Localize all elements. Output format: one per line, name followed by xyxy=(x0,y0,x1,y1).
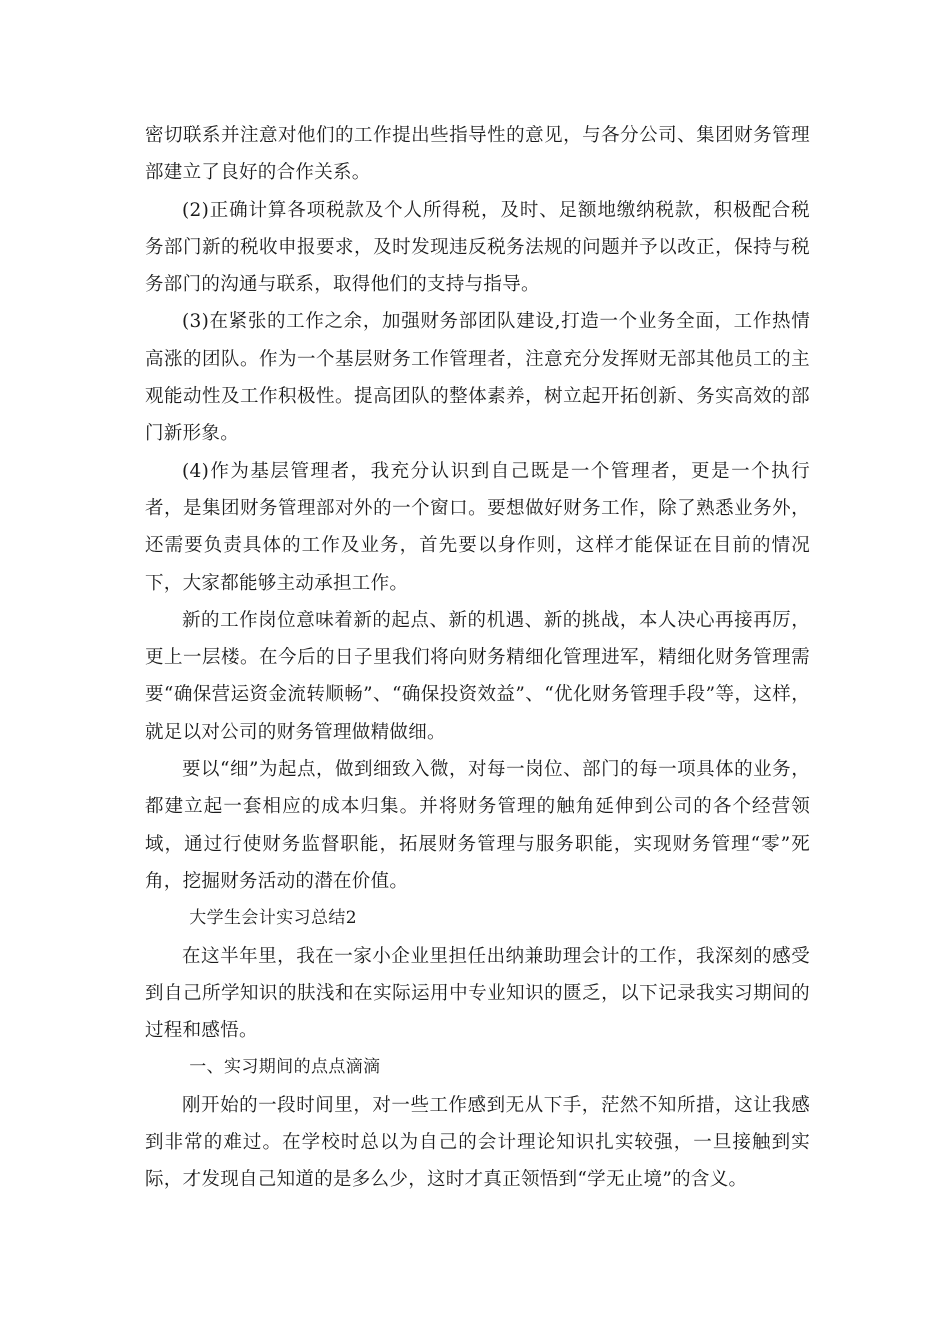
section-title: 大学生会计实习总结2 xyxy=(189,908,358,929)
subsection-title: 一、实习期间的点点滴滴 xyxy=(189,1057,381,1078)
document-body xyxy=(145,117,810,1199)
paragraph-beginning: 刚开始的一段时间里，对一些工作感到无从下手，茫然不知所措，这让我感到非常的难过。在学校时总以为自己的会计理论知识扎实较强，一旦接触到实际，才发现自己知道的是多么少，这时才真正领悟到“学无止境”的含义。 xyxy=(145,1094,810,1191)
paragraph-new-position: 新的工作岗位意味着新的起点、新的机遇、新的挑战，本人决心再接再厉，更上一层楼。在今后的日子里我们将向财务精细化管理进军，精细化财务管理需要“确保营运资金流转顺畅”、“确保投资效益”、“优化财务管理手段”等，这样，就足以对公司的财务管理做精做细。 xyxy=(145,609,810,743)
paragraph-detail-start: 要以“细”为起点，做到细致入微，对每一岗位、部门的每一项具体的业务，都建立起一套相应的成本归集。并将财务管理的触角延伸到公司的各个经营领域，通过行使财务监督职能，拓展财务管理与服务职能，实现财务管理“零”死角，挖掘财务活动的潜在价值。 xyxy=(145,759,810,892)
paragraph-intro: 在这半年里，我在一家小企业里担任出纳兼助理会计的工作，我深刻的感受到自己所学知识的肤浅和在实际运用中专业知识的匮乏，以下记录我实习期间的过程和感悟。 xyxy=(145,945,810,1042)
paragraph-continuation: 密切联系并注意对他们的工作提出些指导性的意见，与各分公司、集团财务管理部建立了良好的合作关系。 xyxy=(145,125,810,184)
paragraph-item-4: (4)作为基层管理者，我充分认识到自己既是一个管理者，更是一个执行者，是集团财务管理部对外的一个窗口。要想做好财务工作，除了熟悉业务外，还需要负责具体的工作及业务，首先要以身作则，这样才能保证在目前的情况下，大家都能够主动承担工作。 xyxy=(145,460,810,594)
paragraph-item-3: (3)在紧张的工作之余，加强财务部团队建设,打造一个业务全面，工作热情高涨的团队。作为一个基层财务工作管理者，注意充分发挥财无部其他员工的主观能动性及工作积极性。提高团队的整体素养，树立起开拓创新、务实高效的部门新形象。 xyxy=(145,311,810,445)
paragraph-item-2: (2)正确计算各项税款及个人所得税，及时、足额地缴纳税款，积极配合税务部门新的税收申报要求，及时发现违反税务法规的问题并予以改正，保持与税务部门的沟通与联系，取得他们的支持与指导。 xyxy=(145,199,810,296)
